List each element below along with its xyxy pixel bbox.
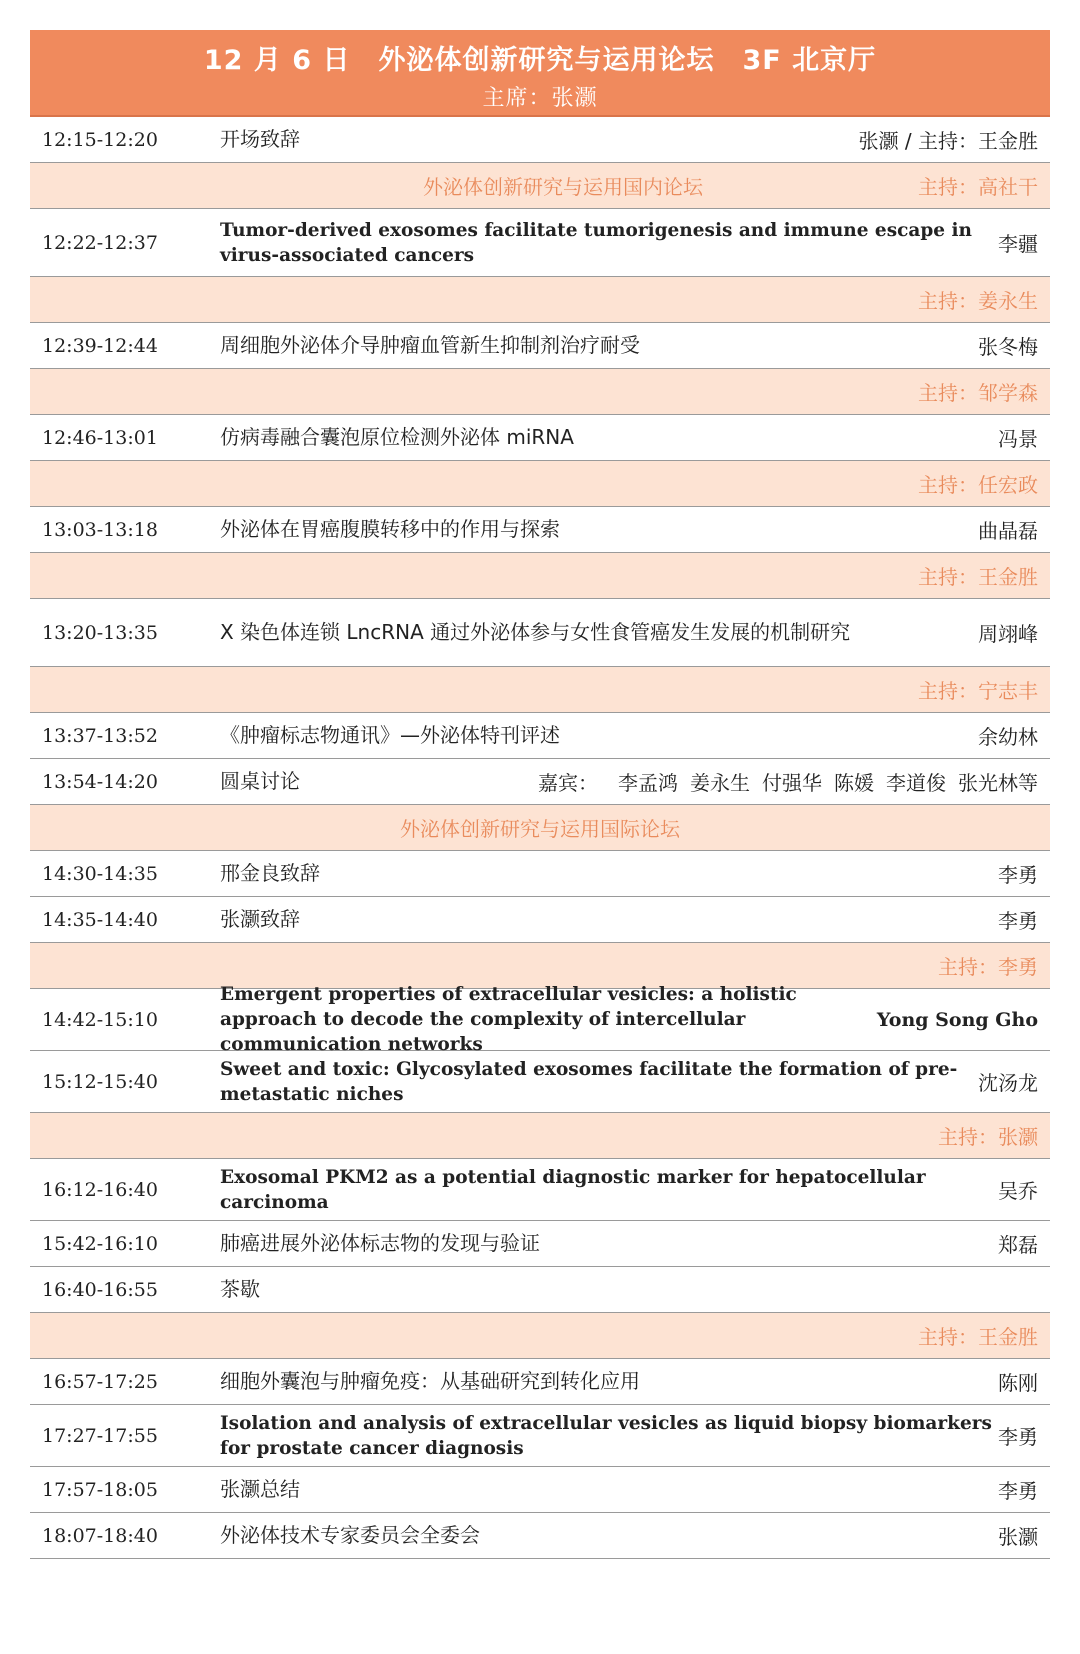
forum-chair: 主席：张灏 — [482, 86, 598, 111]
session-row — [30, 1313, 1050, 1359]
table-row — [30, 599, 1050, 667]
schedule-header — [30, 30, 1050, 117]
topic: Tumor-derived exosomes facilitate tumorigenesis and immune escape in virus-associated cancers — [220, 219, 972, 266]
table-row — [30, 507, 1050, 553]
speaker: Yong Song Gho — [876, 1008, 1038, 1031]
topic: Sweet and toxic: Glycosylated exosomes facilitate the formation of pre-metastatic niches — [220, 1058, 958, 1105]
time-slot: 13:20-13:35 — [42, 621, 158, 644]
speaker: 李勇 — [998, 909, 1038, 933]
guest-name: 李孟鸿 — [618, 771, 678, 795]
time-slot: 16:40-16:55 — [42, 1278, 158, 1301]
time-slot: 12:46-13:01 — [42, 426, 158, 449]
time-slot: 15:42-16:10 — [42, 1232, 158, 1255]
topic: Exosomal PKM2 as a potential diagnostic marker for hepatocellular carcinoma — [220, 1166, 926, 1213]
speaker: 余幼林 — [978, 725, 1038, 749]
topic: 茶歇 — [220, 1277, 260, 1301]
time-slot: 16:12-16:40 — [42, 1178, 158, 1201]
speaker: 张灏 / 主持：王金胜 — [858, 129, 1038, 153]
table-row — [30, 713, 1050, 759]
speaker: 张灏 — [998, 1525, 1038, 1549]
topic: Emergent properties of extracellular vesicles: a holistic approach to decode the complexity of intercellular communication networks — [220, 984, 797, 1055]
guest-name: 姜永生 — [690, 771, 750, 795]
topic: 肺癌进展外泌体标志物的发现与验证 — [220, 1231, 540, 1255]
session-row — [30, 163, 1050, 209]
table-row — [30, 323, 1050, 369]
topic: 周细胞外泌体介导肿瘤血管新生抑制剂治疗耐受 — [220, 333, 640, 357]
schedule-sheet — [30, 30, 1050, 1559]
time-slot: 12:15-12:20 — [42, 128, 158, 151]
time-slot: 12:22-12:37 — [42, 231, 158, 254]
forum-title: 12 月 6 日 外泌体创新研究与运用论坛 3F 北京厅 — [203, 45, 877, 76]
time-slot: 15:12-15:40 — [42, 1070, 158, 1093]
session-row — [30, 553, 1050, 599]
time-slot: 13:54-14:20 — [42, 770, 158, 793]
topic: 圆桌讨论 — [220, 769, 300, 793]
session-host: 主持：任宏政 — [918, 473, 1038, 497]
table-row — [30, 1221, 1050, 1267]
time-slot: 14:30-14:35 — [42, 862, 158, 885]
table-row — [30, 1051, 1050, 1113]
speaker: 李勇 — [998, 1479, 1038, 1503]
table-row — [30, 1359, 1050, 1405]
session-title: 外泌体创新研究与运用国际论坛 — [400, 817, 680, 841]
time-slot: 17:27-17:55 — [42, 1424, 158, 1447]
table-row — [30, 117, 1050, 163]
session-row — [30, 667, 1050, 713]
session-host: 主持：高社干 — [918, 175, 1038, 199]
table-row — [30, 984, 1050, 1055]
session-host: 主持：宁志丰 — [918, 679, 1038, 703]
topic: 开场致辞 — [220, 127, 300, 151]
session-host: 主持：姜永生 — [918, 289, 1038, 313]
session-row — [30, 277, 1050, 323]
time-slot: 13:03-13:18 — [42, 518, 158, 541]
topic: 仿病毒融合囊泡原位检测外泌体 miRNA — [220, 425, 574, 449]
table-row — [30, 1159, 1050, 1221]
table-row — [30, 415, 1050, 461]
session-row — [30, 461, 1050, 507]
speaker: 李勇 — [998, 1425, 1038, 1449]
speaker: 张冬梅 — [978, 335, 1038, 359]
table-row — [30, 1513, 1050, 1559]
time-slot: 12:39-12:44 — [42, 334, 158, 357]
topic: 邢金良致辞 — [220, 861, 320, 885]
speaker: 冯景 — [998, 427, 1038, 451]
guest-name: 张光林等 — [958, 771, 1038, 795]
session-row — [30, 805, 1050, 851]
guest-label: 嘉宾： — [538, 771, 598, 795]
table-row — [30, 209, 1050, 277]
table-row — [30, 759, 1050, 805]
speaker: 曲晶磊 — [978, 519, 1038, 543]
guest-name: 付强华 — [762, 771, 822, 795]
speaker: 李勇 — [998, 863, 1038, 887]
topic: 张灏致辞 — [220, 907, 300, 931]
speaker: 周翊峰 — [978, 622, 1038, 646]
topic: 外泌体在胃癌腹膜转移中的作用与探索 — [220, 517, 560, 541]
session-row — [30, 369, 1050, 415]
table-row — [30, 851, 1050, 897]
table-row — [30, 1467, 1050, 1513]
table-row — [30, 897, 1050, 943]
session-host: 主持：邹学森 — [918, 381, 1038, 405]
guest-name: 陈媛 — [834, 771, 874, 795]
speaker: 沈汤龙 — [978, 1071, 1038, 1095]
time-slot: 14:35-14:40 — [42, 908, 158, 931]
session-host: 主持：王金胜 — [918, 1325, 1038, 1349]
session-host: 主持：李勇 — [938, 955, 1038, 979]
time-slot: 18:07-18:40 — [42, 1524, 158, 1547]
topic: X 染色体连锁 LncRNA 通过外泌体参与女性食管癌发生发展的机制研究 — [220, 620, 851, 644]
session-title: 外泌体创新研究与运用国内论坛 — [423, 175, 703, 199]
speaker: 李疆 — [998, 232, 1038, 256]
schedule-table — [30, 117, 1050, 1559]
speaker: 郑磊 — [998, 1233, 1038, 1257]
session-host: 主持：张灏 — [938, 1125, 1038, 1149]
topic: 细胞外囊泡与肿瘤免疫：从基础研究到转化应用 — [220, 1369, 640, 1393]
time-slot: 17:57-18:05 — [42, 1478, 158, 1501]
speaker: 吴乔 — [998, 1179, 1038, 1203]
panel-guests — [538, 767, 1050, 796]
table-row — [30, 1405, 1050, 1467]
table-row — [30, 1267, 1050, 1313]
topic: 《肿瘤标志物通讯》—外泌体特刊评述 — [220, 723, 560, 747]
time-slot: 13:37-13:52 — [42, 724, 158, 747]
time-slot: 16:57-17:25 — [42, 1370, 158, 1393]
topic: 张灏总结 — [220, 1477, 300, 1501]
topic: 外泌体技术专家委员会全委会 — [220, 1523, 480, 1547]
guest-name: 李道俊 — [886, 771, 946, 795]
time-slot: 14:42-15:10 — [42, 1008, 158, 1031]
session-host: 主持：王金胜 — [918, 565, 1038, 589]
session-row — [30, 1113, 1050, 1159]
speaker: 陈刚 — [998, 1371, 1038, 1395]
topic: Isolation and analysis of extracellular vesicles as liquid biopsy biomarkers for prostate cancer diagnosis — [220, 1412, 992, 1459]
